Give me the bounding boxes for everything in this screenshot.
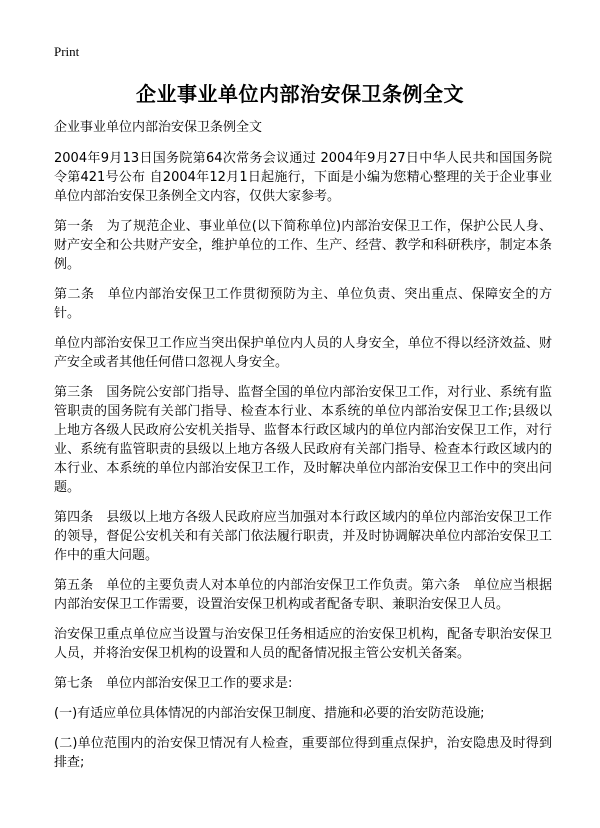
paragraph-article-5-6: 第五条 单位的主要负责人对本单位的内部治安保卫工作负责。第六条 单位应当根据内部治安保卫工作需要，设置治安保卫机构或者配备专职、兼职治安保卫人员。	[54, 578, 552, 612]
paragraph-article-3: 第三条 国务院公安部门指导、监督全国的单位内部治安保卫工作，对行业、系统有监管职责的国务院有关部门指导、检查本行业、本系统的单位内部治安保卫工作;县级以上地方各级人民政府公安机关指导、监督本行政区域内的单位内部治安保卫工作，对行业、系统有监管职责的县级以上地方各级人民政府有关部门指导、检查本行政区域内的本行业、本系统的单位内部治安保卫工作，及时解决单位内部治安保卫工作中的突出问题。	[54, 385, 552, 495]
paragraph-article-4: 第四条 县级以上地方各级人民政府应当加强对本行政区域内的单位内部治安保卫工作的领导，督促公安机关和有关部门依法履行职责，并及时协调解决单位内部治安保卫工作中的重大问题。	[54, 510, 552, 563]
paragraph-article-7: 第七条 单位内部治安保卫工作的要求是:	[54, 676, 293, 691]
paragraph-item-2: (二)单位范围内的治安保卫情况有人检查，重要部位得到重点保护，治安隐患及时得到排查;	[54, 736, 552, 770]
page-title: 企业事业单位内部治安保卫条例全文	[136, 82, 464, 106]
paragraph-article-1: 第一条 为了规范企业、事业单位(以下简称单位)内部治安保卫工作，保护公民人身、财产安全和公共财产安全，维护单位的工作、生产、经营、教学和科研秩序，制定本条例。	[54, 219, 552, 272]
article-body	[54, 118, 552, 783]
article-subtitle: 企业事业单位内部治安保卫条例全文	[54, 120, 263, 135]
paragraph-article-2: 第二条 单位内部治安保卫工作贯彻预防为主、单位负责、突出重点、保障安全的方针。	[54, 287, 552, 321]
paragraph-personal-safety: 单位内部治安保卫工作应当突出保护单位内人员的人身安全，单位不得以经济效益、财产安全或者其他任何借口忽视人身安全。	[54, 336, 552, 370]
paragraph-key-units: 治安保卫重点单位应当设置与治安保卫任务相适应的治安保卫机构，配备专职治安保卫人员，并将治安保卫机构的设置和人员的配备情况报主管公安机关备案。	[54, 627, 552, 661]
paragraph-item-1: (一)有适应单位具体情况的内部治安保卫制度、措施和必要的治安防范设施;	[54, 706, 485, 721]
print-link[interactable]: Print	[54, 44, 80, 59]
paragraph-intro: 2004年9月13日国务院第64次常务会议通过 2004年9月27日中华人民共和国国务院令第421号公布 自2004年12月1日起施行，下面是小编为您精心整理的关于企业事业单位内部治安保卫条例全文内容，仅供大家参考。	[54, 151, 552, 204]
